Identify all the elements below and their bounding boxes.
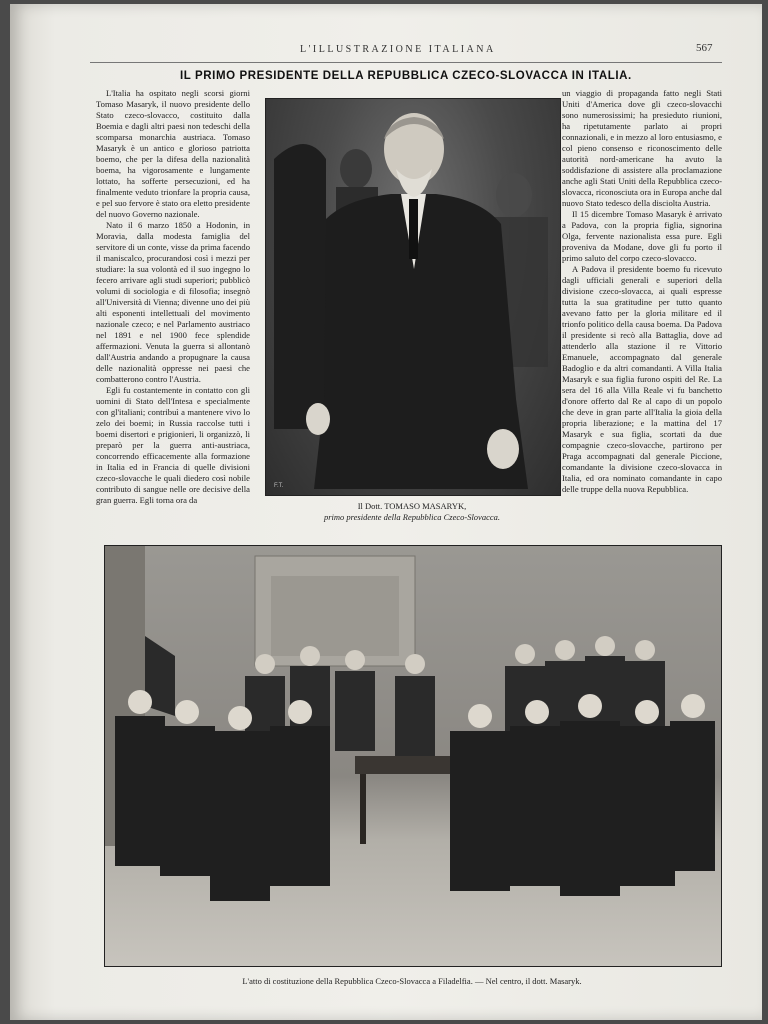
group-illustration <box>105 546 721 966</box>
caption-title: primo presidente della Repubblica Czeco-Slovacca. <box>323 512 500 522</box>
portrait-caption <box>265 501 559 523</box>
group-photo <box>104 545 722 967</box>
portrait-illustration <box>266 99 560 495</box>
paragraph: A Padova il presidente boemo fu ricevuto dagli ufficiali generali e superiori della divisione czeco-slovacca, ai quali espresse tutta la sua gratitudine per tutto quanto avevano fatto per la gloria militare ed il trionfo politico della causa boema. Da Padova il presidente si recò alla Battaglia, dove ad attenderlo alla stazione il re Vittorio Emanuele, accompagnato dal generale Badoglio e da altri comandanti. A Villa Italia Masaryk e sua figlia furono ospiti del Re. La sera del 16 alla Villa Reale vi fu banchetto d'onore offerto dal Re al capo di un popolo che deve in gran parte all'Italia la gioia della propria liberazione; e la mattina del 17 Masaryk e sua figlia, scortati da due compagnie czeco-slovacche, partirono per Praga accompagnati dal generale Piccione, comandante la divisione czeco-slovacca in Italia, ed ora nominato comandante in capo delle truppe della nuova Repubblica. <box>562 264 722 494</box>
magazine-page <box>10 4 762 1020</box>
paragraph: L'Italia ha ospitato negli scorsi giorni Tomaso Masaryk, il nuovo presidente dello Stato czeco-slovacco, costituito dalla Boemia e dagli altri paesi non tedeschi della scomparsa monarchia austriaca. Tomaso Masaryk è un antico e glorioso patriotta boemo, che per la difesa della nazionalità boema, ha vigorosamente e lungamente lottato, ha sofferte persecuzioni, ed ha finalmente veduto trionfare la propria causa, e pel suo fervore è stato ora eletto presidente del nuovo Governo nazionale. <box>96 88 250 219</box>
right-text-column <box>562 88 722 533</box>
header-rule <box>90 62 722 63</box>
left-text-column <box>96 88 250 533</box>
paragraph: un viaggio di propaganda fatto negli Stati Uniti d'America dove gli czeco-slovacchi sono numerosissimi; ha presieduto riunioni, ha ripetutamente parlato ai propri connazionali, e in mezzo al loro entusiasmo, e col pieno consenso e riconoscimento delle autorità nord-americane ha avuto la soddisfazione di assistere alla proclamazione anche agli Stati Uniti della Repubblica czeco-slovacca, riconosciuta ora in Europa anche dal nuovo Stato tedesco della disciolta Austria. <box>562 88 722 208</box>
photographer-monogram: F.T. <box>274 483 284 489</box>
paragraph: Nato il 6 marzo 1850 a Hodonin, in Moravia, dalla modesta famiglia del servitore di un conte, visse da prima facendo il maniscalco, procurandosi così i mezzi per studiare: la sua volontà ed il suo ingegno lo fecero arrivare agli studi superiori; pubblicò volumi di sociologia e di filosofia; insegnò all'Università di Vienna; divenne uno dei più alti esponenti intellettuali del movimento nazionale czeco; e nel Parlamento austriaco nel 1891 e nel 1900 fece splendide affermazioni. Venuta la guerra si allontanò dall'Austria andando a propugnare la causa delle nazionalità oppresse nei paesi che combatterono contro l'Austria. <box>96 220 250 384</box>
headline: IL PRIMO PRESIDENTE DELLA REPUBBLICA CZECO-SLOVACCA IN ITALIA. <box>180 70 632 82</box>
paragraph: Il 15 dicembre Tomaso Masaryk è arrivato a Padova, con la propria figlia, signorina Olga, fervente nazionalista essa pure. Egli proveniva da Modane, dove gli fu porto il primo saluto del corpo czeco-slovacco. <box>562 209 722 263</box>
portrait-photo <box>265 98 561 496</box>
caption-name: Il Dott. TOMASO MASARYK, <box>357 501 467 511</box>
masthead: L'ILLUSTRAZIONE ITALIANA <box>300 44 496 55</box>
page-number: 567 <box>696 42 713 54</box>
group-photo-caption: L'atto di costituzione della Repubblica Czeco-Slovacca a Filadelfia. — Nel centro, il dott. Masaryk. <box>242 976 582 986</box>
paragraph: Egli fu costantemente in contatto con gli uomini di Stato dell'Intesa e specialmente con gl'italiani; contribuì a mantenere vivo lo zelo dei boemi; in Russia raccolse tutti i boemi disertori e prigionieri, li organizzò, li preparò per la guerra anti-austriaca, concorrendo efficacemente alla formazione in Italia ed in Francia di quelle divisioni czeco-slovacche le quali diedero così nobile contributo di sangue nelle ore decisive della gran guerra. Egli torna ora da <box>96 385 250 505</box>
